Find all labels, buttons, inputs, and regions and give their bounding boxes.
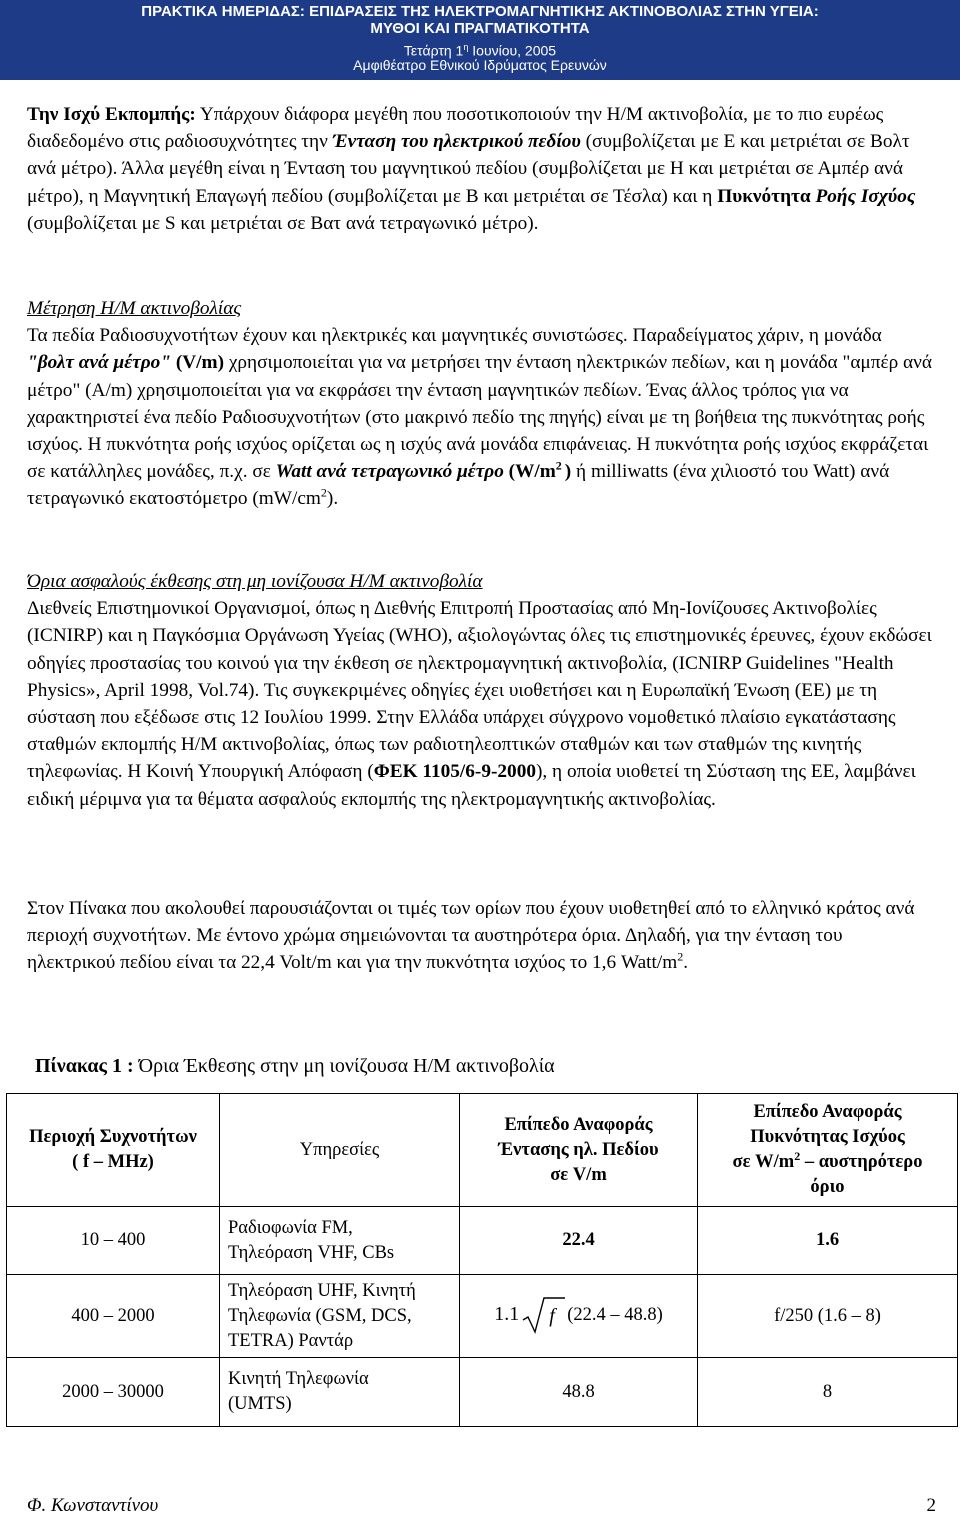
cell-electric-field: 48.8 — [460, 1358, 698, 1427]
header-electric-field: Επίπεδο Αναφοράς Έντασης ηλ. Πεδίου σε V/m — [460, 1094, 698, 1207]
section-safety-limits: Όρια ασφαλούς έκθεσης στη μη ιονίζουσα Η/Μ ακτινοβολία Διεθνείς Επιστημονικοί Οργανισμοί, όπως η Διεθνής Επιτροπή Προστασίας από Μη-Ιονίζουσες Ακτινοβολίες (ICNIRP) και η Παγκόσμια Οργάνωση Υγείας (WHO), αξιολογώντας όλες τις επιστημονικές έρευνες, έχουν εκδώσει οδηγίες προστασίας του κοινού για την έκθεση σε ηλεκτρομαγνητική ακτινοβολία, (ICNIRP Guidelines "Health Physics», April 1998, Vol.74). Τις συγκεκριμένες οδηγίες έχει υιοθετήσει και η Ευρωπαϊκή Ένωση (ΕΕ) με τη σύσταση που εξέδωσε στις 12 Ιουλίου 1999. Στην Ελλάδα υπάρχει σύγχρονο νομοθετικό πλαίσιο εγκατάστασης σταθμών εκπομπής Η/Μ ακτινοβολίας, όπως των ραδιοτηλεοπτικών σταθμών και των σταθμών της κινητής τηλεφωνίας. Η Κοινή Υπουργική Απόφαση (ΦΕΚ 1105/6-9-2000), η οποία υιοθετεί τη Σύσταση της ΕΕ, λαμβάνει ειδική μέριμνα για τα θέματα ασφαλούς εκπομπής της ηλεκτρομαγνητικής ακτινοβολίας. — [27, 571, 932, 810]
cell-range: 400 – 2000 — [7, 1275, 220, 1358]
cell-services: Κινητή Τηλεφωνία (UMTS) — [220, 1358, 460, 1427]
sqrt-formula: 1.1 f (22.4 – 48.8) — [494, 1305, 663, 1325]
cell-services: Τηλεόραση UHF, Κινητή Τηλεφωνία (GSM, DCS, TETRA) Ραντάρ — [220, 1275, 460, 1358]
cell-electric-field: 22.4 — [460, 1207, 698, 1275]
page-number: 2 — [926, 1495, 936, 1516]
header-subtitle: ΜΥΘΟΙ ΚΑΙ ΠΡΑΓΜΑΤΙΚΟΤΗΤΑ — [370, 20, 590, 37]
cell-services: Ραδιοφωνία FM, Τηλεόραση VHF, CBs — [220, 1207, 460, 1275]
header-title: ΠΡΑΚΤΙΚΑ ΗΜΕΡΙΔΑΣ: ΕΠΙΔΡΑΣΕΙΣ ΤΗΣ ΗΛΕΚΤΡΟΜΑΓΝΗΤΙΚΗΣ ΑΚΤΙΝΟΒΟΛΙΑΣ ΣΤΗΝ ΥΓΕΙΑ: — [141, 3, 819, 20]
table-row — [7, 1207, 958, 1275]
paragraph-emission-power: Την Ισχύ Εκπομπής: Υπάρχουν διάφορα μεγέθη που ποσοτικοποιούν την Η/Μ ακτινοβολία, με το πιο ευρέως διαδεδομένο στις ραδιοσυχνότητες την Ένταση του ηλεκτρικού πεδίου (συμβολίζεται με Ε και μετριέται σε Βολτ ανά μέτρο). Άλλα μεγέθη είναι η Ένταση του μαγνητικού πεδίου (συμβολίζεται με Η και μετριέται σε Αμπέρ ανά μέτρο), η Μαγνητική Επαγωγή πεδίου (συμβολίζεται με Β και μετριέται σε Τέσλα) και η Πυκνότητα Ροής Ισχύος (συμβολίζεται με S και μετριέται σε Βατ ανά τετραγωνικό μέτρο). — [27, 104, 916, 234]
cell-power-density: 8 — [698, 1358, 958, 1427]
table-row — [7, 1358, 958, 1427]
cell-power-density: 1.6 — [698, 1207, 958, 1275]
header-date: Τετάρτη $1^\eta$ Ιουνίου, 2005 — [403, 42, 557, 59]
table-caption: Πίνακας 1 : Όρια Έκθεσης στην μη ιονίζουσα Η/Μ ακτινοβολία — [35, 1055, 555, 1077]
header-power-density: Επίπεδο Αναφοράς Πυκνότητας Ισχύος σε $W/m^2$ – αυστηρότερο όριο — [698, 1094, 958, 1207]
header-venue: Αμφιθέατρο Εθνικού Ιδρύματος Ερευνών — [353, 57, 607, 73]
cell-electric-field — [460, 1275, 698, 1358]
section-measurement: Μέτρηση Η/Μ ακτινοβολίας Τα πεδία Ραδιοσυχνοτήτων έχουν και ηλεκτρικές και μαγνητικές συνιστώσες. Παραδείγματος χάριν, η μονάδα "βολτ ανά μέτρο" (V/m) χρησιμοποιείται για να μετρήσει την ένταση ηλεκτρικών πεδίων, και η μονάδα "αμπέρ ανά μέτρο" (A/m) χρησιμοποιείται για να εκφράσει την ένταση μαγνητικών πεδίων. Ένας άλλος τρόπος για να χαρακτηριστεί ένα πεδίο Ραδιοσυχνοτήτων (στο μακρινό πεδίο της πηγής) είναι με τη βοήθεια της πυκνότητας ροής ισχύος. Η πυκνότητα ροής ισχύος ορίζεται ως η ισχύς ανά μονάδα επιφάνειας. Η πυκνότητα ροής ισχύος εκφράζεται σε κατάλληλες μονάδες, π.χ. σε Watt ανά τετραγωνικό μέτρο ($W/m^2$ ) ή milliwatts (ένα χιλιοστό του Watt) ανά τετραγωνικό εκατοστόμετρο $(mW/cm^2)$. — [27, 298, 932, 510]
cell-power-density: f/250 (1.6 – 8) — [698, 1275, 958, 1358]
table-header-row — [7, 1094, 958, 1207]
cell-range: 2000 – 30000 — [7, 1358, 220, 1427]
table-row — [7, 1275, 958, 1358]
header-frequency-range: Περιοχή Συχνοτήτων ( f – MHz) — [7, 1094, 220, 1207]
header-services: Υπηρεσίες — [220, 1094, 460, 1207]
paragraph-greek-limits: Στον Πίνακα που ακολουθεί παρουσιάζονται οι τιμές των ορίων που έχουν υιοθετηθεί από το ελληνικό κράτος ανά περιοχή συχνοτήτων. Με έντονο χρώμα σημειώνονται τα αυστηρότερα όρια. Δηλαδή, για την ένταση του ηλεκτρικού πεδίου είναι τα 22,4 Volt/m και για την πυκνότητα ισχύος το 1,6 Watt/$m^2$. — [27, 898, 915, 974]
conference-header — [0, 0, 960, 80]
square-root-symbol: f — [519, 1296, 567, 1336]
exposure-limits-table — [6, 1093, 958, 1427]
section-title-safety-limits: Όρια ασφαλούς έκθεσης στη μη ιονίζουσα Η/Μ ακτινοβολία — [27, 571, 483, 592]
footer-author: Φ. Κωνσταντίνου — [27, 1495, 159, 1516]
section-title-measurement: Μέτρηση Η/Μ ακτινοβολίας — [27, 298, 242, 319]
cell-range: 10 – 400 — [7, 1207, 220, 1275]
